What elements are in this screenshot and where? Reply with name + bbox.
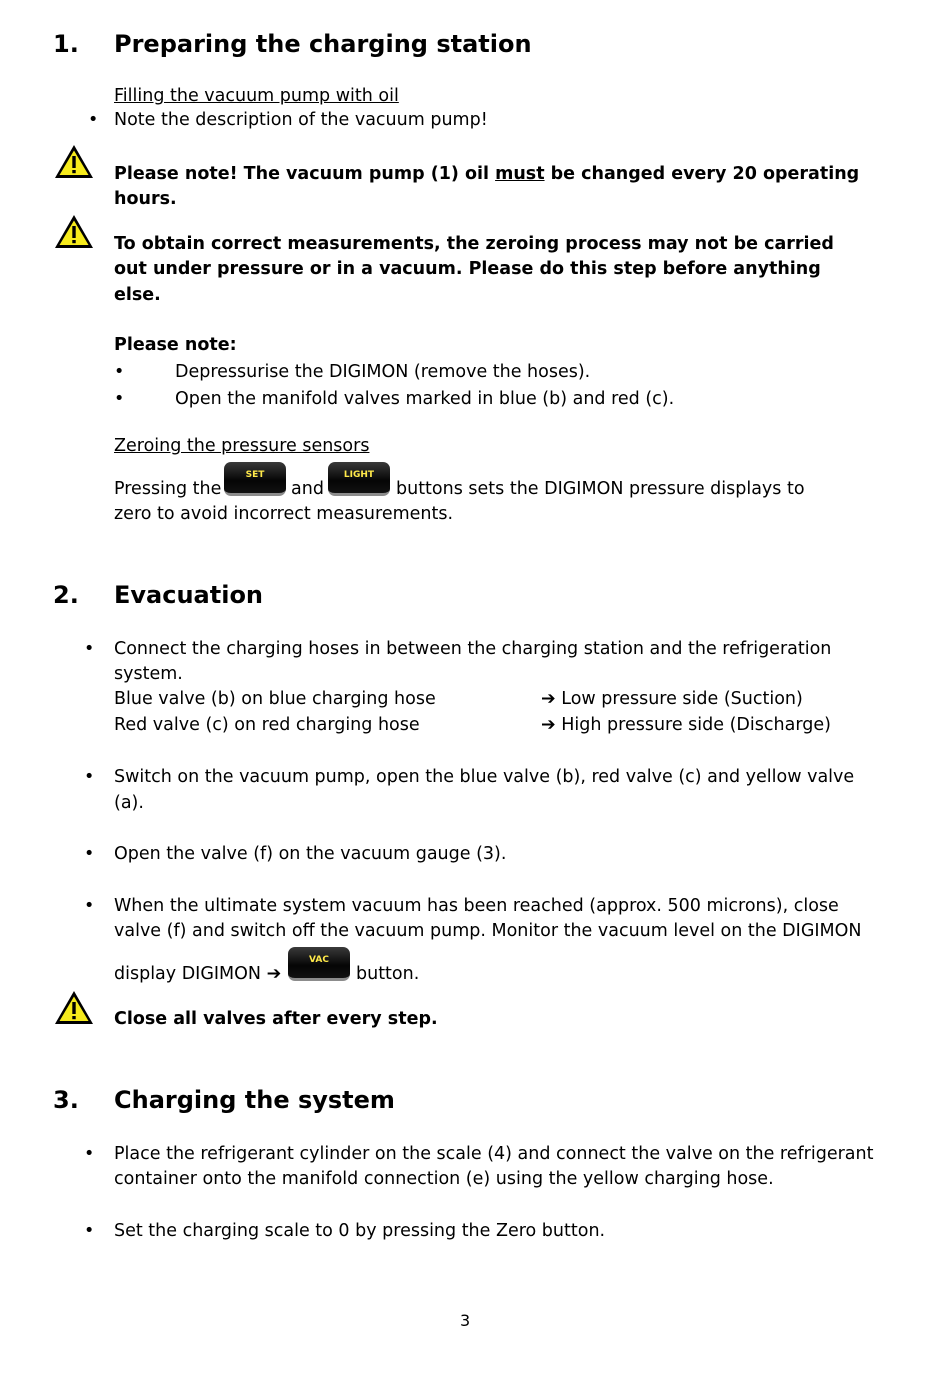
note-item-depressurise: Depressurise the DIGIMON (remove the hoses). — [175, 362, 591, 382]
arrow-right-icon: ➔ — [541, 689, 556, 709]
set-button: SET — [224, 462, 286, 496]
switch-on-line2: (a). — [114, 793, 144, 813]
subheading-filling-oil: Filling the vacuum pump with oil — [114, 86, 399, 106]
section-3-title: Charging the system — [114, 1086, 395, 1114]
section-3-number: 3. — [53, 1086, 79, 1114]
zero-text-line2: zero to avoid incorrect measurements. — [114, 504, 454, 524]
zeroing-warning-line3: else. — [114, 285, 161, 305]
section-1-number: 1. — [53, 30, 79, 58]
page-number: 3 — [460, 1311, 471, 1330]
close-valves-warning: Close all valves after every step. — [114, 1009, 438, 1029]
switch-on-line1: Switch on the vacuum pump, open the blue valve (b), red valve (c) and yellow valve — [114, 767, 855, 787]
bullet-marker — [84, 769, 94, 787]
place-cylinder-line2: container onto the manifold connection (e) using the yellow charging hose. — [114, 1169, 774, 1189]
subheading-zeroing: Zeroing the pressure sensors — [114, 436, 370, 456]
oil-change-warning-line2: hours. — [114, 189, 177, 209]
note-vacuum-pump-text: Note the description of the vacuum pump! — [114, 110, 488, 130]
valve-row-red-left: Red valve (c) on red charging hose — [114, 715, 420, 735]
bullet-marker — [114, 391, 124, 409]
vac-button: VAC — [288, 947, 350, 981]
section-1-title: Preparing the charging station — [114, 30, 532, 58]
bullet-marker — [88, 112, 98, 130]
zero-text-buttons: buttons sets the DIGIMON pressure displays to — [396, 479, 805, 499]
section-2-number: 2. — [53, 581, 79, 609]
place-cylinder-line1: Place the refrigerant cylinder on the scale (4) and connect the valve on the refrigerant — [114, 1144, 874, 1164]
bullet-marker — [84, 641, 94, 659]
ultimate-vacuum-line2: valve (f) and switch off the vacuum pump. Monitor the vacuum level on the DIGIMON — [114, 921, 862, 941]
zeroing-warning-line2: out under pressure or in a vacuum. Please do this step before anything — [114, 259, 821, 279]
zero-text-and: and — [291, 479, 324, 499]
valve-row-blue-right: ➔ Low pressure side (Suction) — [541, 689, 803, 709]
arrow-right-icon: ➔ — [541, 715, 556, 735]
bullet-marker — [84, 898, 94, 916]
warning-icon — [53, 213, 95, 251]
bullet-marker — [84, 1146, 94, 1164]
valve-row-red-right: ➔ High pressure side (Discharge) — [541, 715, 831, 735]
connect-hoses-line1: Connect the charging hoses in between the charging station and the refrigeration — [114, 639, 832, 659]
please-note-title: Please note: — [114, 335, 237, 355]
warning-icon — [53, 143, 95, 181]
zero-text-pressing: Pressing the — [114, 479, 222, 499]
light-button: LIGHT — [328, 462, 390, 496]
bullet-marker — [84, 846, 94, 864]
oil-change-warning-line1: Please note! The vacuum pump (1) oil must be changed every 20 operating — [114, 164, 860, 184]
ultimate-vacuum-line3: display DIGIMON ➔ — [114, 964, 282, 984]
connect-hoses-line2: system. — [114, 664, 183, 684]
bullet-marker — [84, 1223, 94, 1241]
warning-icon — [53, 989, 95, 1027]
valve-row-blue-left: Blue valve (b) on blue charging hose — [114, 689, 436, 709]
note-item-open-valves: Open the manifold valves marked in blue (b) and red (c). — [175, 389, 675, 409]
set-scale-zero-text: Set the charging scale to 0 by pressing the Zero button. — [114, 1221, 606, 1241]
arrow-right-icon: ➔ — [266, 964, 282, 984]
bullet-marker — [114, 364, 124, 382]
zeroing-warning-line1: To obtain correct measurements, the zeroing process may not be carried — [114, 234, 834, 254]
ultimate-vacuum-line1: When the ultimate system vacuum has been reached (approx. 500 microns), close — [114, 896, 839, 916]
section-2-title: Evacuation — [114, 581, 264, 609]
vac-button-label-suffix: button. — [356, 964, 420, 984]
open-valve-f-text: Open the valve (f) on the vacuum gauge (3). — [114, 844, 507, 864]
